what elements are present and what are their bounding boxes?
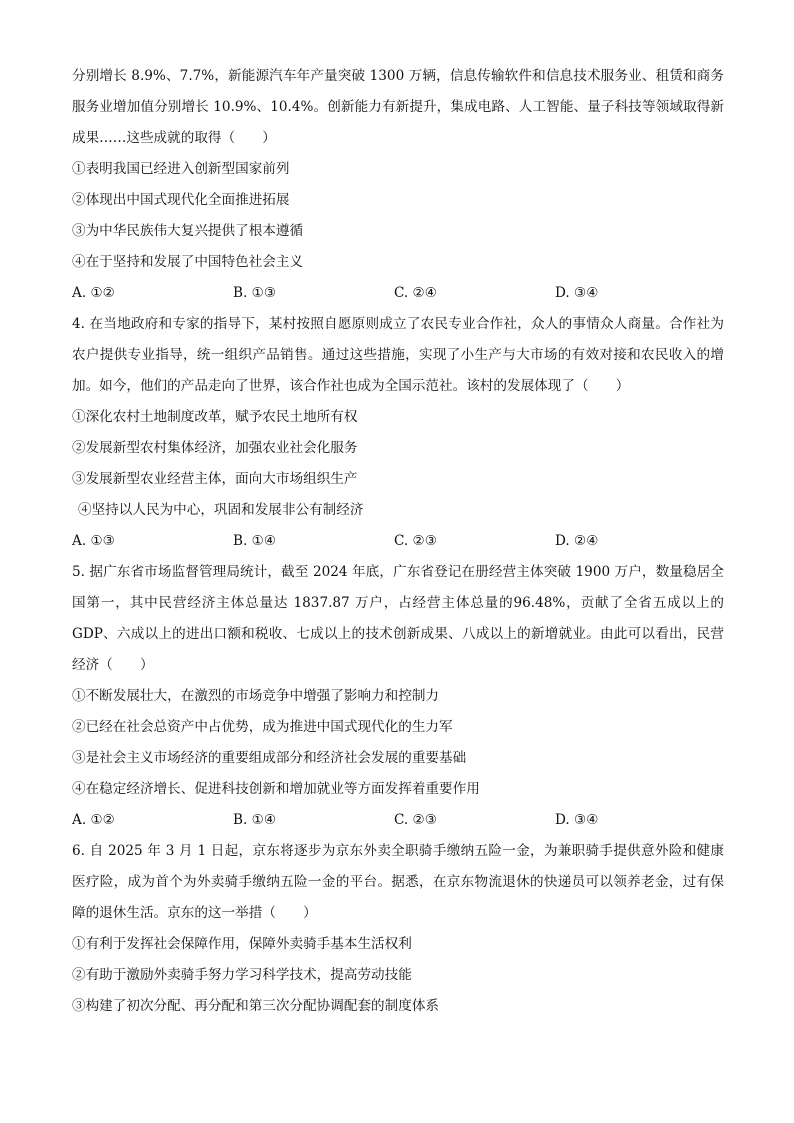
question-5-option-3: ③是社会主义市场经济的重要组成部分和经济社会发展的重要基础 [72,750,467,766]
question-5-option-1: ①不断发展壮大，在激烈的市场竞争中增强了影响力和控制力 [72,688,440,704]
choice-a: A. ①② [72,812,115,828]
question-3-option-3: ③为中华民族伟大复兴提供了根本遵循 [72,223,304,239]
question-3-choices [72,278,724,309]
exam-page [72,61,724,1022]
choice-a: A. ①② [72,285,115,301]
question-5-option-2: ②已经在社会总资产中占优势，成为推进中国式现代化的生力军 [72,719,453,735]
question-3-stem: 分别增长 8.9%、7.7%，新能源汽车年产量突破 1300 万辆，信息传输软件和信息技术服务业、租赁和商务服务业增加值分别增长 10.9%、10.4%。创新能力有新提升，集成电路、人工智能、量子科技等领域取得新成果……这些成就的取得（ ） [72,68,724,146]
question-6-option-2: ②有助于激励外卖骑手努力学习科学技术，提高劳动技能 [72,967,412,983]
choice-c: C. ②③ [394,812,437,828]
question-4-option-4: ④坚持以人民为中心，巩固和发展非公有制经济 [78,502,364,518]
question-5-choices [72,805,724,836]
choice-b: B. ①③ [233,285,277,301]
question-4-option-1: ①深化农村土地制度改革，赋予农民土地所有权 [72,409,358,425]
choice-d: D. ③④ [555,285,599,301]
question-6-option-3: ③构建了初次分配、再分配和第三次分配协调配套的制度体系 [72,998,440,1014]
choice-b: B. ①④ [233,812,277,828]
question-3-option-4: ④在于坚持和发展了中国特色社会主义 [72,254,304,270]
question-5-stem: 5. 据广东省市场监督管理局统计，截至 2024 年底，广东省登记在册经营主体突破 1900 万户，数量稳居全国第一，其中民营经济主体总量达 1837.87 万户，占经营主体总量的96.48%，贡献了全省五成以上的 GDP、六成以上的进出口额和税收、七成以上的技术创新成果、八成以上的新增就业。由此可以看出，民营经济（ ） [72,564,724,673]
choice-d: D. ③④ [555,812,599,828]
question-5-option-4: ④在稳定经济增长、促进科技创新和增加就业等方面发挥着重要作用 [72,781,480,797]
choice-a: A. ①③ [72,533,115,549]
question-3-option-2: ②体现出中国式现代化全面推进拓展 [72,192,290,208]
question-4-choices [72,526,724,557]
choice-d: D. ②④ [555,533,599,549]
question-4-option-3: ③发展新型农业经营主体，面向大市场组织生产 [72,471,358,487]
choice-c: C. ②③ [394,533,437,549]
question-4-option-2: ②发展新型农村集体经济，加强农业社会化服务 [72,440,358,456]
choice-c: C. ②④ [394,285,437,301]
question-3-option-1: ①表明我国已经进入创新型国家前列 [72,161,290,177]
question-4-stem: 4. 在当地政府和专家的指导下，某村按照自愿原则成立了农民专业合作社，众人的事情众人商量。合作社为农户提供专业指导，统一组织产品销售。通过这些措施，实现了小生产与大市场的有效对接和农民收入的增加。如今，他们的产品走向了世界，该合作社也成为全国示范社。该村的发展体现了（ ） [72,316,724,394]
question-6-option-1: ①有利于发挥社会保障作用，保障外卖骑手基本生活权利 [72,936,412,952]
question-6-stem: 6. 自 2025 年 3 月 1 日起，京东将逐步为京东外卖全职骑手缴纳五险一金，为兼职骑手提供意外险和健康医疗险，成为首个为外卖骑手缴纳五险一金的平台。据悉，在京东物流退休的快递员可以领养老金，过有保障的退休生活。京东的这一举措（ ） [72,843,724,921]
choice-b: B. ①④ [233,533,277,549]
